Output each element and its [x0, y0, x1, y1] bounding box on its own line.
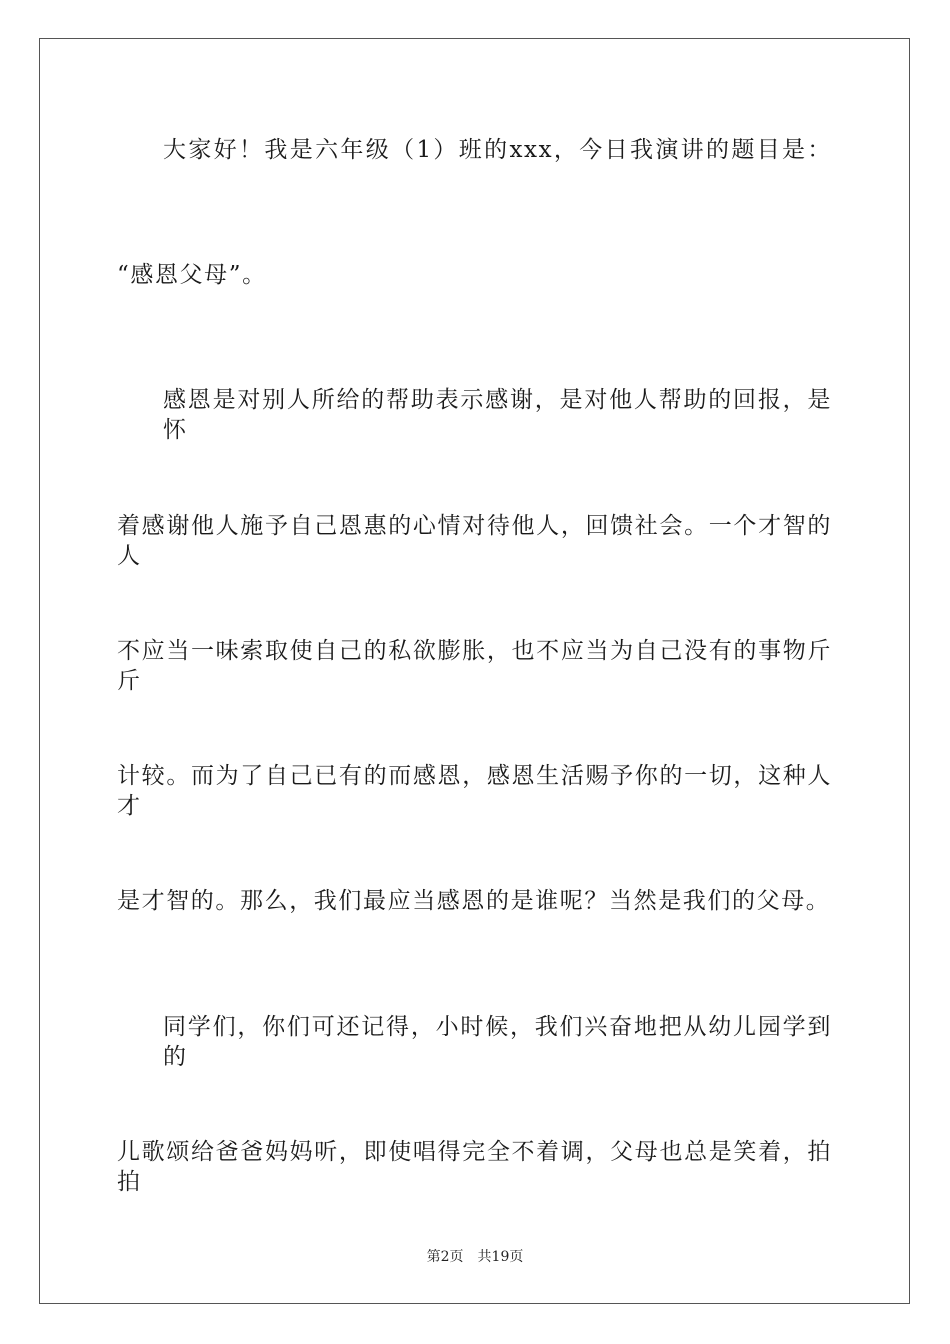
page-total: 共19页 — [477, 1249, 524, 1265]
page-number: 第2页 — [426, 1249, 464, 1265]
paragraph-line: 是才智的。那么，我们最应当感恩的是谁呢？当然是我们的父母。 — [117, 888, 831, 914]
page-border — [39, 38, 910, 1304]
paragraph-line: 不应当一味索取使自己的私欲膨胀，也不应当为自己没有的事物斤斤 — [117, 638, 832, 694]
page-footer — [0, 1248, 950, 1266]
paragraph-line: 着感谢他人施予自己恩惠的心情对待他人，回馈社会。一个才智的人 — [117, 513, 832, 569]
paragraph-line: 感恩是对别人所给的帮助表示感谢，是对他人帮助的回报，是怀 — [163, 387, 832, 443]
paragraph-line: 儿歌颂给爸爸妈妈听，即使唱得完全不着调，父母也总是笑着，拍拍 — [117, 1139, 832, 1195]
paragraph-line: 大家好！我是六年级（1）班的xxx，今日我演讲的题目是： — [163, 137, 832, 163]
paragraph-line: 计较。而为了自己已有的而感恩，感恩生活赐予你的一切，这种人才 — [117, 763, 832, 819]
paragraph-line: “感恩父母”。 — [117, 262, 267, 288]
paragraph-line: 同学们，你们可还记得，小时候，我们兴奋地把从幼儿园学到的 — [163, 1014, 832, 1070]
